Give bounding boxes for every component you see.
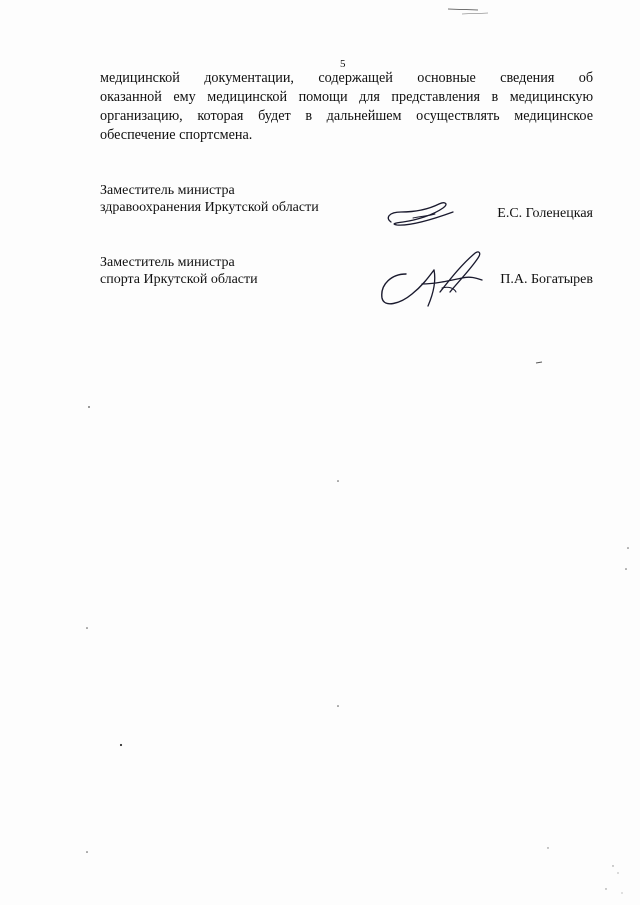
signatory-title-line: Заместитель министра	[100, 183, 235, 198]
word: в	[305, 108, 313, 124]
word: будет	[258, 108, 291, 124]
word: представления	[391, 89, 480, 105]
word: об	[578, 70, 594, 86]
handwritten-signature-icon	[383, 198, 463, 232]
body-line-4: обеспечение спортсмена.	[100, 127, 253, 143]
word: осуществлять	[416, 108, 500, 124]
word: медицинскую	[509, 89, 594, 105]
body-line-3	[100, 107, 593, 126]
body-line-2	[100, 88, 593, 107]
word: в	[491, 89, 499, 105]
word: помощи	[298, 89, 348, 105]
signatory-block-health	[100, 182, 593, 221]
signatory-title-line: Заместитель министра	[100, 255, 235, 270]
word: основные	[417, 70, 476, 86]
page-number: 5	[340, 58, 346, 70]
word: которая	[197, 108, 244, 124]
signatory-title-line: спорта Иркутской области	[100, 272, 258, 287]
word: медицинской	[100, 70, 180, 86]
word: оказанной	[100, 89, 162, 105]
handwritten-signature-icon	[378, 248, 493, 310]
word: ему	[173, 89, 196, 105]
body-paragraph	[100, 69, 593, 145]
word: для	[359, 89, 380, 105]
word: содержащей	[318, 70, 393, 86]
signatory-title-line: здравоохранения Иркутской области	[100, 200, 319, 215]
word: документации,	[204, 70, 294, 86]
word: сведения	[500, 70, 555, 86]
signatory-name: Е.С. Голенецкая	[497, 206, 593, 221]
signatory-block-sport	[100, 254, 593, 288]
word: медицинской	[207, 89, 288, 105]
word: медицинское	[514, 108, 593, 124]
word: организацию,	[100, 108, 183, 124]
word: дальнейшем	[326, 108, 402, 124]
signatory-name: П.А. Богатырев	[500, 272, 593, 287]
body-line-1	[100, 69, 593, 88]
